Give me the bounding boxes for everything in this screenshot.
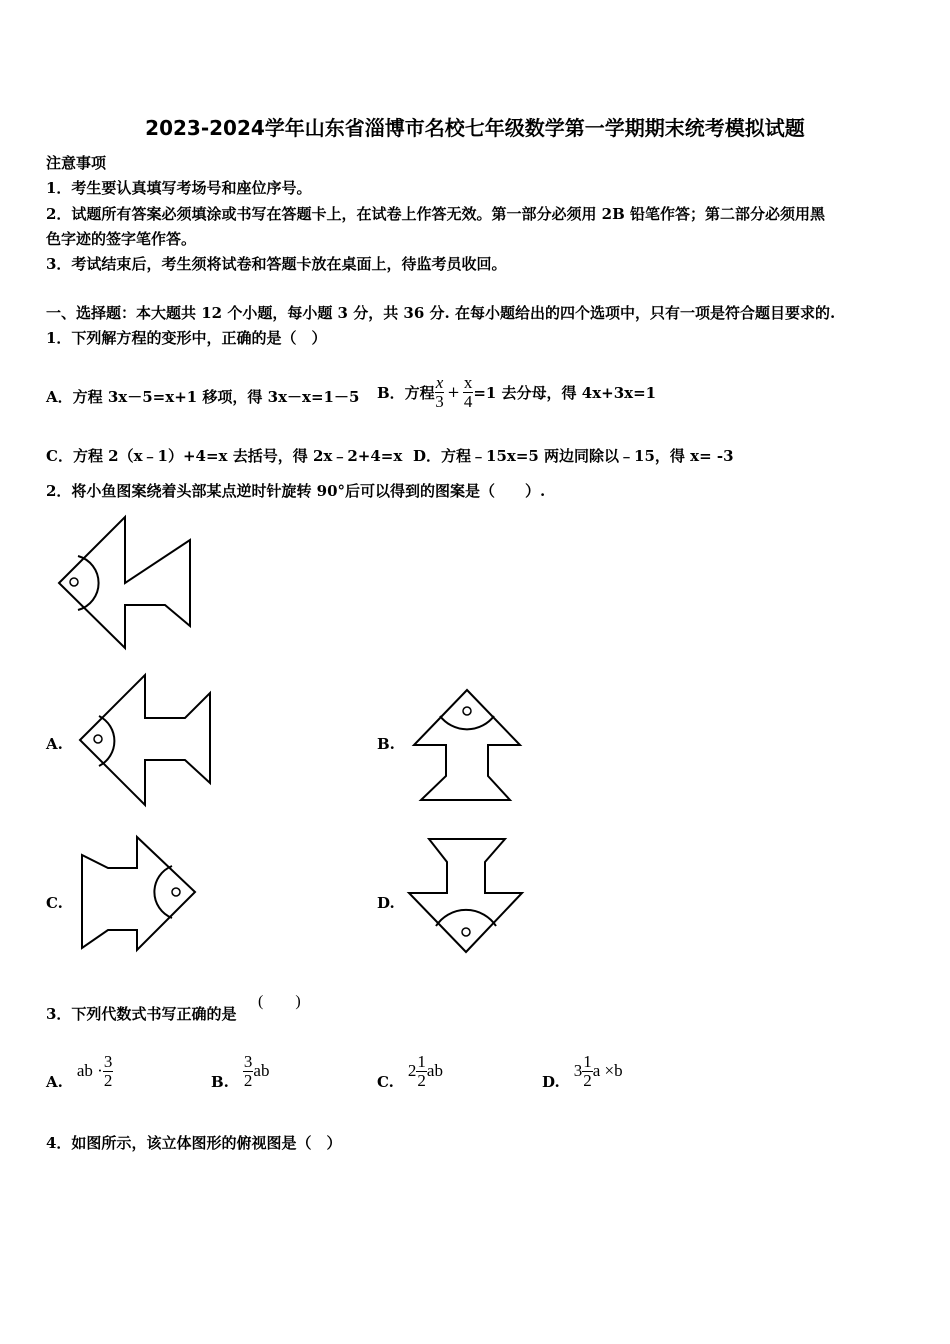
q3-c-label: C. — [377, 1073, 394, 1091]
q3-c-text: ab — [426, 1061, 443, 1080]
notice-heading: 注意事项 — [46, 154, 107, 172]
q3-c-whole: 2 — [407, 1061, 417, 1080]
q2-label-c: C. — [46, 894, 63, 912]
q1-b-fraction-1: $\frac{x}{3}$ — [435, 372, 444, 411]
q3-a-text: ab · — [76, 1061, 103, 1080]
q2-label-b: B. — [377, 735, 395, 753]
q3-d-text: a ×b — [592, 1061, 623, 1080]
q1-stem: 1．下列解方程的变形中，正确的是（ ） — [46, 329, 327, 347]
q3-b-label: B. — [211, 1073, 229, 1091]
q3-d-fraction: $\frac{1}{2}$ — [583, 1051, 592, 1090]
section-heading: 一、选择题：本大题共 12 个小题，每小题 3 分，共 36 分. 在每小题给出的四个选项中，只有一项是符合题目要求的. — [46, 304, 836, 322]
q2-label-d: D. — [377, 894, 395, 912]
fish-option-a[interactable] — [80, 675, 210, 805]
fish-option-c[interactable] — [82, 837, 195, 950]
q3-stem: 3．下列代数式书写正确的是 — [46, 1005, 237, 1023]
q1-option-c[interactable]: C．方程 2（x﹣1）+4=x 去括号，得 2x﹣2+4=x — [46, 447, 403, 465]
q1-option-a[interactable]: A．方程 3x－5=x+1 移项，得 3x－x=1－5 — [46, 388, 360, 406]
q1-option-d[interactable]: D．方程﹣15x=5 两边同除以﹣15，得 x= -3 — [413, 447, 734, 465]
q3-option-b[interactable] — [211, 1045, 269, 1097]
q3-c-fraction: $\frac{1}{2}$ — [417, 1051, 426, 1090]
q3-a-fraction: $\frac{3}{2}$ — [103, 1051, 113, 1090]
fish-original — [59, 517, 190, 648]
q2-label-a: A. — [46, 735, 63, 753]
q3-option-c[interactable] — [377, 1045, 443, 1097]
q3-d-label: D. — [542, 1073, 560, 1091]
q4-stem: 4．如图所示，该立体图形的俯视图是（ ） — [46, 1134, 342, 1152]
fish-option-b[interactable] — [414, 690, 520, 800]
q3-b-text: ab — [253, 1061, 270, 1080]
notice-item: 3．考试结束后，考生须将试卷和答题卡放在桌面上，待监考员收回。 — [46, 255, 507, 273]
q3-b-fraction: $\frac{3}{2}$ — [243, 1051, 253, 1090]
fish-option-d[interactable] — [409, 839, 522, 952]
page-title: 2023-2024学年山东省淄博市名校七年级数学第一学期期末统考模拟试题 — [145, 116, 805, 140]
q3-d-whole: 3 — [573, 1061, 583, 1080]
notice-item: 2．试题所有答案必须填涂或书写在答题卡上，在试卷上作答无效。第一部分必须用 2B 铅笔作答；第二部分必须用黑 — [46, 205, 826, 223]
q1-b-prefix: B．方程 — [377, 383, 435, 402]
q2-stem: 2．将小鱼图案绕着头部某点逆时针旋转 90°后可以得到的图案是（ ）. — [46, 482, 546, 500]
q1-b-fraction-2: $\frac{x}{4}$ — [463, 372, 473, 411]
q3-option-a[interactable] — [46, 1045, 113, 1097]
q3-answer-paren: ( ) — [258, 993, 301, 1010]
q1-b-suffix: =1 去分母，得 4x+3x=1 — [473, 383, 657, 402]
notice-item: 色字迹的签字笔作答。 — [46, 230, 197, 248]
q1-b-plus: + — [447, 383, 460, 401]
q3-option-d[interactable] — [542, 1045, 623, 1097]
notice-item: 1．考生要认真填写考场号和座位序号。 — [46, 179, 312, 197]
q3-a-label: A. — [46, 1073, 63, 1091]
